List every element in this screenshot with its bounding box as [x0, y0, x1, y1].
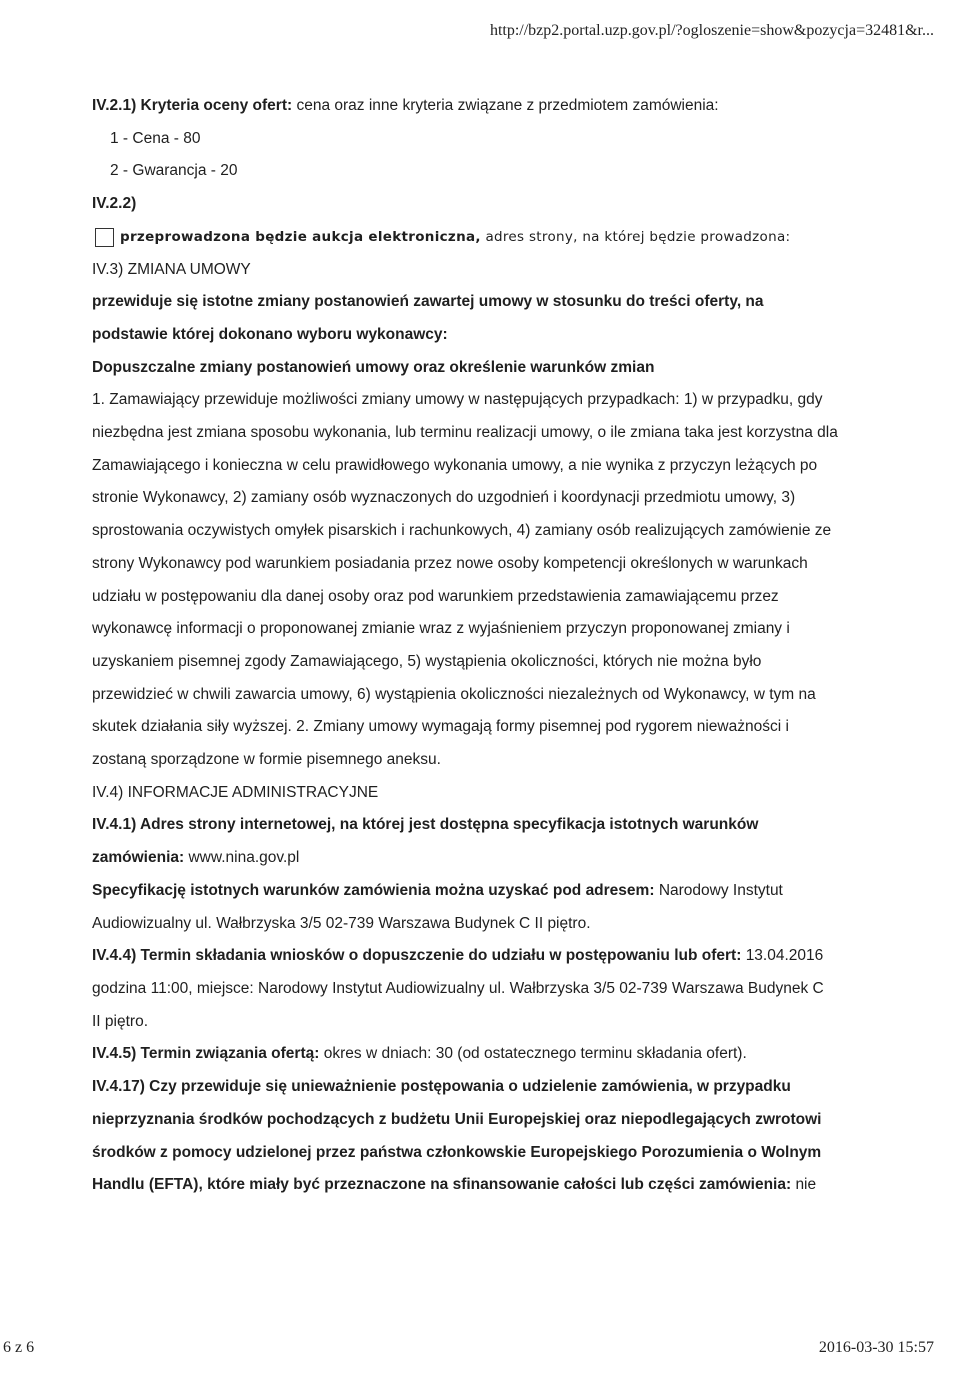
change-body-line: niezbędna jest zmiana sposobu wykonania, lub terminu realizacji umowy, o ile zmiana taka jest korzystna dla [92, 424, 838, 442]
section-iv417-label-end: Handlu (EFTA), które miały być przeznaczone na sfinansowanie całości lub części zamówienia: [92, 1176, 792, 1194]
change-body-line: Zamawiającego i konieczna w celu prawidłowego wykonania umowy, a nie wynika z przyczyn leżących po [92, 456, 818, 474]
section-iv21-text: cena oraz inne kryteria związane z przedmiotem zamówienia: [296, 97, 719, 114]
section-iv44-date: 13.04.2016 [745, 947, 824, 965]
section-iv417-value: nie [795, 1176, 817, 1194]
change-body-line: udziału w postępowaniu dla danej osoby oraz pod warunkiem przedstawienia zamawiającemu przez [92, 587, 779, 605]
section-iv3-title: IV.3) ZMIANA UMOWY [92, 260, 251, 278]
section-iv44-cont: godzina 11:00, miejsce: Narodowy Instytut Audiowizualny ul. Wałbrzyska 3/5 02-739 Warszawa Budynek C [92, 979, 824, 997]
section-iv22-label: IV.2.2) [92, 195, 137, 213]
print-datetime: 2016-03-30 15:57 [818, 1339, 934, 1356]
section-iv45-label: IV.4.5) Termin związania ofertą: [92, 1045, 320, 1063]
change-body-line: zostaną sporządzone w formie pisemnego aneksu. [92, 751, 441, 769]
criterion-item: 1 - Cena - 80 [110, 129, 201, 147]
siwz-row [92, 875, 892, 908]
section-iv44-row [92, 940, 892, 973]
section-iv21 [92, 90, 892, 123]
section-iv44-label: IV.4.4) Termin składania wniosków o dopuszczenie do udziału w postępowaniu lub ofert: [92, 947, 742, 965]
section-iv41-row [92, 842, 892, 875]
section-iv417-label: IV.4.17) Czy przewiduje się unieważnienie postępowania o udzielenie zamówienia, w przypadku [92, 1078, 791, 1096]
section-iv21-label: IV.2.1) Kryteria oceny ofert: [92, 97, 293, 114]
aukcja-label-rest: adres strony, na której będzie prowadzona: [485, 228, 791, 245]
section-iv45-row [92, 1038, 892, 1071]
section-iv417-row [92, 1169, 892, 1202]
section-iv41-label: IV.4.1) Adres strony internetowej, na której jest dostępna specyfikacja istotnych warunków [92, 816, 759, 834]
siwz-value: Narodowy Instytut [658, 881, 783, 899]
page-url: http://bzp2.portal.uzp.gov.pl/?ogloszenie=show&pozycja=32481&r... [489, 22, 934, 39]
change-body-line: sprostowania oczywistych omyłek pisarskich i rachunkowych, 4) zamiany osób realizujących zamówienie ze [92, 522, 832, 540]
siwz-label: Specyfikację istotnych warunków zamówienia można uzyskać pod adresem: [92, 881, 655, 899]
section-iv417-label: środków z pomocy udzielonej przez państwa członkowskie Europejskiego Porozumienia o Wolnym [92, 1143, 822, 1161]
change-body-line: 1. Zamawiający przewiduje możliwości zmiany umowy w następujących przypadkach: 1) w przypadku, gdy [92, 391, 823, 409]
change-question: przewiduje się istotne zmiany postanowień zawartej umowy w stosunku do treści oferty, na [92, 293, 764, 311]
change-body-line: wykonawcę informacji o proponowanej zmianie wraz z wyjaśnieniem przyczyn proponowanej zmiany i [92, 620, 790, 638]
section-iv417-label: nieprzyznania środków pochodzących z budżetu Unii Europejskiej oraz niepodlegających zwrotowi [92, 1110, 822, 1128]
page-number: 6 z 6 [3, 1339, 35, 1356]
change-body-line: skutek działania siły wyższej. 2. Zmiany umowy wymagają formy pisemnej pod rygorem nieważności i [92, 718, 789, 736]
section-iv4-title: IV.4) INFORMACJE ADMINISTRACYJNE [92, 783, 379, 801]
change-question: podstawie której dokonano wyboru wykonawcy: [92, 325, 448, 343]
aukcja-checkbox[interactable] [95, 228, 114, 247]
change-body-line: uzyskaniem pisemnej zgody Zamawiającego, 5) wystąpienia okoliczności, których nie można było [92, 652, 762, 670]
aukcja-label-bold: przeprowadzona będzie aukcja elektroniczna, [120, 228, 481, 245]
section-iv41-label-end: zamówienia: [92, 849, 185, 867]
document-body [92, 90, 892, 1202]
aukcja-row [92, 221, 892, 254]
specification-url: www.nina.gov.pl [188, 849, 300, 867]
section-iv44-cont: II piętro. [92, 1012, 148, 1030]
change-body-line: stronie Wykonawcy, 2) zamiany osób wyznaczonych do uzgodnień i koordynacji przedmiotu umowy, 3) [92, 489, 796, 507]
section-iv45-value: okres w dniach: 30 (od ostatecznego terminu składania ofert). [323, 1045, 747, 1063]
change-body-line: przewidzieć w chwili zawarcia umowy, 6) wystąpienia okoliczności niezależnych od Wykonawcy, w tym na [92, 685, 816, 703]
change-body-line: strony Wykonawcy pod warunkiem posiadania przez nowe osoby kompetencji określonych w warunkach [92, 554, 808, 572]
criterion-item: 2 - Gwarancja - 20 [110, 162, 238, 180]
change-subheading: Dopuszczalne zmiany postanowień umowy oraz określenie warunków zmian [92, 358, 655, 376]
siwz-value-cont: Audiowizualny ul. Wałbrzyska 3/5 02-739 Warszawa Budynek C II piętro. [92, 914, 591, 932]
